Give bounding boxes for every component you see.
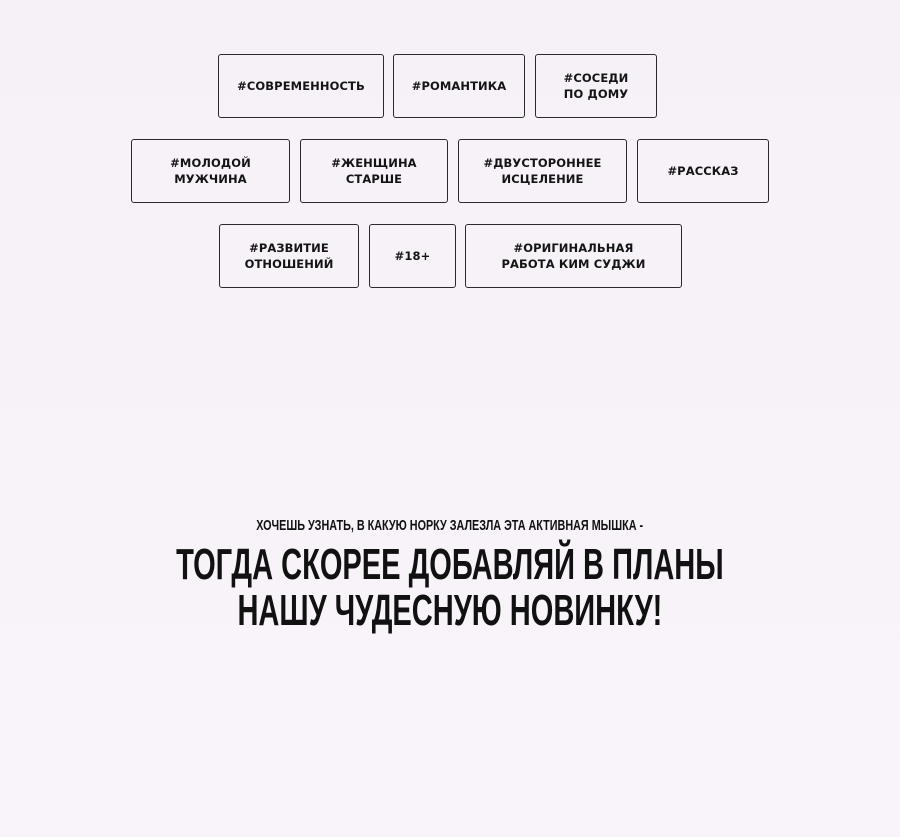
tag-label: #ОРИГИНАЛЬНАЯ РАБОТА КИМ СУДЖИ <box>501 241 646 271</box>
tag-sosedi[interactable] <box>535 54 657 118</box>
promo-headline <box>0 542 900 634</box>
promo-headline-line-1-text: ТОГДА СКОРЕЕ ДОБАВЛЯЙ В ПЛАНЫ <box>176 540 724 589</box>
tag-label: #РАЗВИТИЕ ОТНОШЕНИЙ <box>244 241 334 271</box>
tag-label: #СОСЕДИ ПО ДОМУ <box>563 71 629 101</box>
tag-label: #РОМАНТИКА <box>411 79 507 93</box>
promo-subtitle <box>0 516 900 536</box>
tag-zhenshchina[interactable] <box>300 139 448 203</box>
tag-label: #ДВУСТОРОННЕЕ ИСЦЕЛЕНИЕ <box>483 156 602 186</box>
tag-sovremennost[interactable] <box>218 54 384 118</box>
promo-headline-line-2 <box>0 588 900 634</box>
tag-istselenie[interactable] <box>458 139 627 203</box>
tag-label: #СОВРЕМЕННОСТЬ <box>237 79 365 93</box>
tag-original[interactable] <box>465 224 682 288</box>
tag-molodoy[interactable] <box>131 139 290 203</box>
promo-subtitle-text: ХОЧЕШЬ УЗНАТЬ, В КАКУЮ НОРКУ ЗАЛЕЗЛА ЭТА АКТИВНАЯ МЫШКА - <box>256 517 644 534</box>
tag-label: #ЖЕНЩИНА СТАРШЕ <box>331 156 417 186</box>
tag-label: #РАССКАЗ <box>667 164 739 178</box>
tag-rasskaz[interactable] <box>637 139 769 203</box>
promo-headline-line-1 <box>0 542 900 588</box>
tag-romantika[interactable] <box>393 54 525 118</box>
tag-label: #18+ <box>394 249 431 263</box>
tag-razvitie[interactable] <box>219 224 359 288</box>
tag-18plus[interactable] <box>369 224 456 288</box>
promo-headline-line-2-text: НАШУ ЧУДЕСНУЮ НОВИНКУ! <box>237 586 663 635</box>
tag-label: #МОЛОДОЙ МУЖЧИНА <box>170 156 251 186</box>
